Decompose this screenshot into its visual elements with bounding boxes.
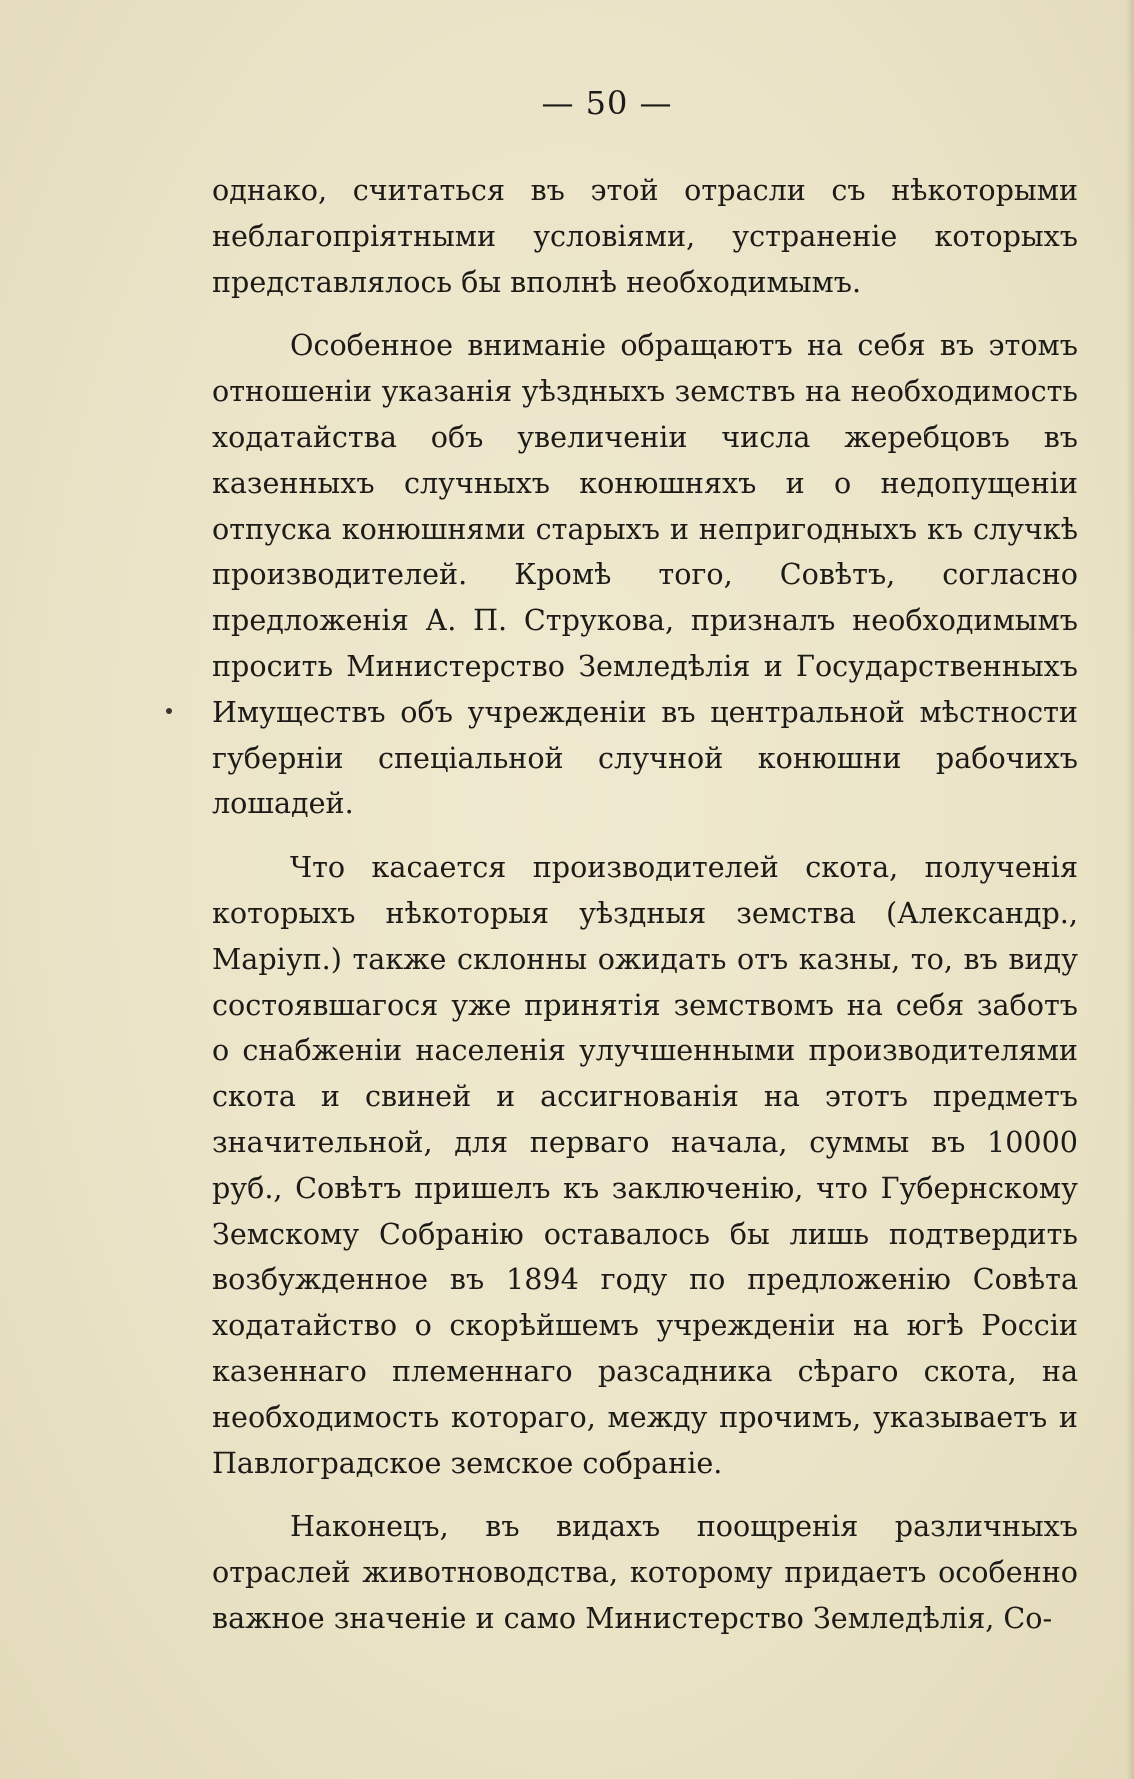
paragraph-cattle-producers: Что касается производителей скота, полученія которыхъ нѣкоторыя уѣздныя земства (Александр., Маріуп.) также склонны ожидать отъ казны, то, въ виду состоявшагося уже принятія земствомъ на себя заботъ о снабженіи населенія улучшенными производителями скота и свиней и ассигнованія на этотъ предметъ значительной, для перваго начала, суммы въ 10000 руб., Совѣтъ пришелъ къ заключенію, что Губернскому Земскому Собранію оставалось бы лишь подтвердить возбужденное въ 1894 году по предложенію Совѣта ходатайство о скорѣйшемъ учрежденіи на югѣ Россіи казеннаго племеннаго разсадника сѣраго скота, на необходимость котораго, между прочимъ, указываетъ и Павлоградское земское собраніе. [212,850,1078,1480]
page-number: — 50 — [541,84,673,122]
paragraph-livestock-encouragement: Наконецъ, въ видахъ поощренія различныхъ отраслей животноводства, которому придаетъ особенно важное значеніе и само Министерство Земледѣлія, Со- [212,1509,1078,1635]
body-text [212,168,1078,1642]
paragraph-continuation: однако, считаться въ этой отрасли съ нѣкоторыми неблагопріятными условіями, устраненіе которыхъ представлялось бы вполнѣ необходимымъ. [212,173,1078,299]
margin-speck [166,708,172,714]
paragraph-horse-breeding: Особенное вниманіе обращаютъ на себя въ этомъ отношеніи указанія уѣздныхъ земствъ на необходимость ходатайства объ увеличеніи числа жеребцовъ въ казенныхъ случныхъ конюшняхъ и о недопущеніи отпуска конюшнями старыхъ и непригодныхъ къ случкѣ производителей. Кромѣ того, Совѣтъ, согласно предложенія А. П. Струкова, призналъ необходимымъ просить Министерство Земледѣлія и Государственныхъ Имуществъ объ учрежденіи въ центральной мѣстности губерніи спеціальной случной конюшни рабочихъ лошадей. [212,328,1078,821]
page-edge-shadow [1126,0,1134,1779]
